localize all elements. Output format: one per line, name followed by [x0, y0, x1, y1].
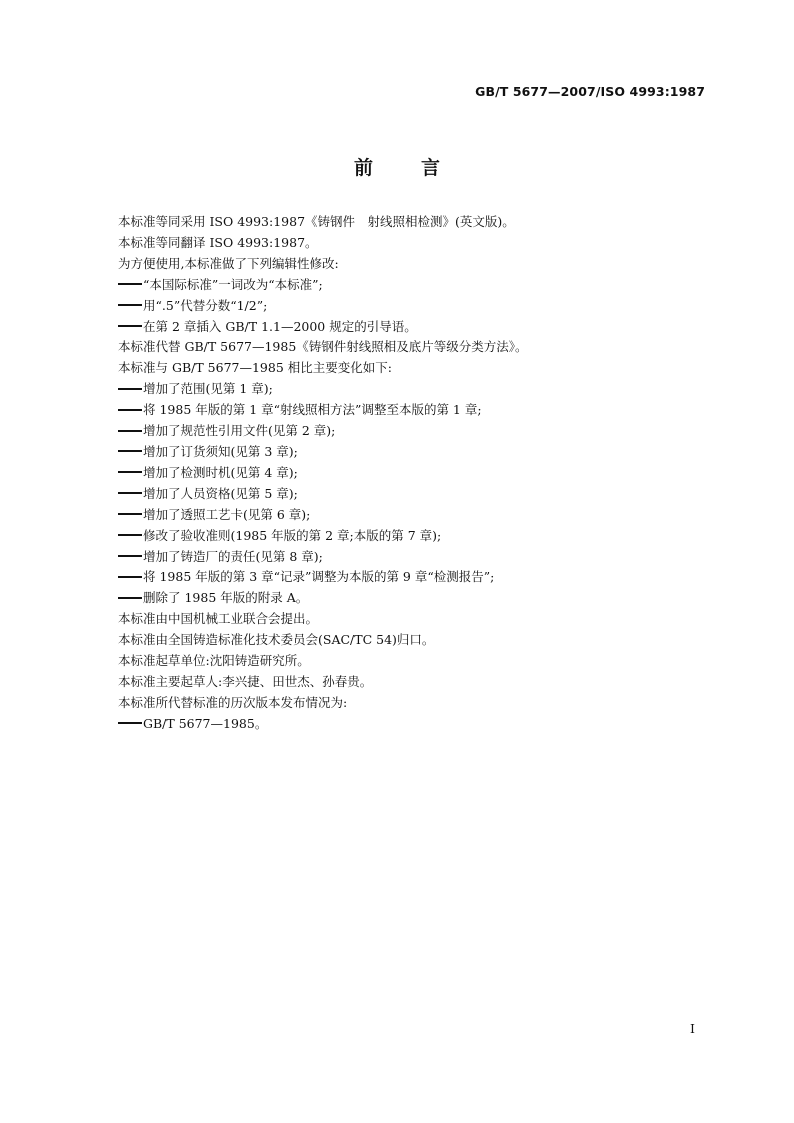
em-dash-marker — [118, 597, 142, 599]
em-dash-marker — [118, 534, 142, 536]
list-item — [118, 379, 718, 400]
page-number: I — [690, 1021, 695, 1036]
paragraph-text: 将 1985 年版的第 1 章“射线照相方法”调整至本版的第 1 章; — [143, 402, 482, 418]
page-title: 前言 — [353, 157, 488, 179]
list-item — [118, 421, 718, 442]
paragraph-text: 在第 2 章插入 GB/T 1.1—2000 规定的引导语。 — [143, 318, 417, 334]
em-dash-marker — [118, 576, 142, 578]
paragraph-text: 将 1985 年版的第 3 章“记录”调整为本版的第 9 章“检测报告”; — [143, 569, 495, 585]
paragraph-text: 本标准等同翻译 ISO 4993:1987。 — [118, 234, 318, 250]
list-item — [118, 463, 718, 484]
list-item — [118, 484, 718, 505]
list-item — [118, 714, 718, 735]
paragraph-text: 删除了 1985 年版的附录 A。 — [143, 590, 309, 606]
em-dash-marker — [118, 513, 142, 515]
paragraph-line — [118, 337, 718, 358]
em-dash-marker — [118, 492, 142, 494]
em-dash-marker — [118, 722, 142, 724]
paragraph-line — [118, 609, 718, 630]
paragraph-text: 增加了范围(见第 1 章); — [143, 381, 273, 397]
paragraph-line — [118, 672, 718, 693]
paragraph-text: 本标准由全国铸造标准化技术委员会(SAC/TC 54)归口。 — [118, 632, 435, 648]
em-dash-marker — [118, 555, 142, 557]
paragraph-text: 增加了人员资格(见第 5 章); — [143, 485, 298, 501]
paragraph-line — [118, 651, 718, 672]
paragraph-line — [118, 233, 718, 254]
em-dash-marker — [118, 409, 142, 411]
paragraph-text: 增加了铸造厂的责任(见第 8 章); — [143, 548, 323, 564]
list-item — [118, 505, 718, 526]
paragraph-text: GB/T 5677—1985。 — [143, 715, 268, 731]
em-dash-marker — [118, 325, 142, 327]
paragraph-text: 本标准所代替标准的历次版本发布情况为: — [118, 694, 348, 710]
paragraph-text: “本国际标准”一词改为“本标准”; — [143, 276, 323, 292]
paragraph-line — [118, 358, 718, 379]
paragraph-text: 增加了规范性引用文件(见第 2 章); — [143, 423, 336, 439]
paragraph-text: 本标准起草单位:沈阳铸造研究所。 — [118, 653, 310, 669]
paragraph-text: 增加了检测时机(见第 4 章); — [143, 464, 298, 480]
paragraph-text: 增加了透照工艺卡(见第 6 章); — [143, 506, 311, 522]
list-item — [118, 275, 718, 296]
paragraph-text: 本标准主要起草人:李兴捷、田世杰、孙春贵。 — [118, 673, 373, 689]
paragraph-line — [118, 212, 718, 233]
list-item — [118, 567, 718, 588]
paragraph-text: 本标准代替 GB/T 5677—1985《铸钢件射线照相及底片等级分类方法》。 — [118, 339, 528, 355]
list-item — [118, 526, 718, 547]
list-item — [118, 400, 718, 421]
paragraph-text: 本标准等同采用 ISO 4993:1987《铸钢件 射线照相检测》(英文版)。 — [118, 214, 515, 229]
preface-body — [118, 212, 718, 735]
paragraph-text: 增加了订货须知(见第 3 章); — [143, 443, 298, 459]
paragraph-text: 修改了验收准则(1985 年版的第 2 章;本版的第 7 章); — [143, 527, 442, 543]
em-dash-marker — [118, 430, 142, 432]
paragraph-text: 用“.5”代替分数“1/2”; — [143, 297, 268, 313]
list-item — [118, 317, 718, 338]
list-item — [118, 588, 718, 609]
paragraph-line — [118, 254, 718, 275]
em-dash-marker — [118, 471, 142, 473]
paragraph-text: 本标准由中国机械工业联合会提出。 — [118, 611, 319, 627]
list-item — [118, 547, 718, 568]
paragraph-text: 本标准与 GB/T 5677—1985 相比主要变化如下: — [118, 360, 392, 376]
list-item — [118, 442, 718, 463]
standard-code-header: GB/T 5677—2007/ISO 4993:1987 — [475, 84, 705, 99]
paragraph-text: 为方便使用,本标准做了下列编辑性修改: — [118, 255, 339, 271]
em-dash-marker — [118, 388, 142, 390]
em-dash-marker — [118, 450, 142, 452]
list-item — [118, 296, 718, 317]
em-dash-marker — [118, 304, 142, 306]
paragraph-line — [118, 630, 718, 651]
paragraph-line — [118, 693, 718, 714]
em-dash-marker — [118, 283, 142, 285]
